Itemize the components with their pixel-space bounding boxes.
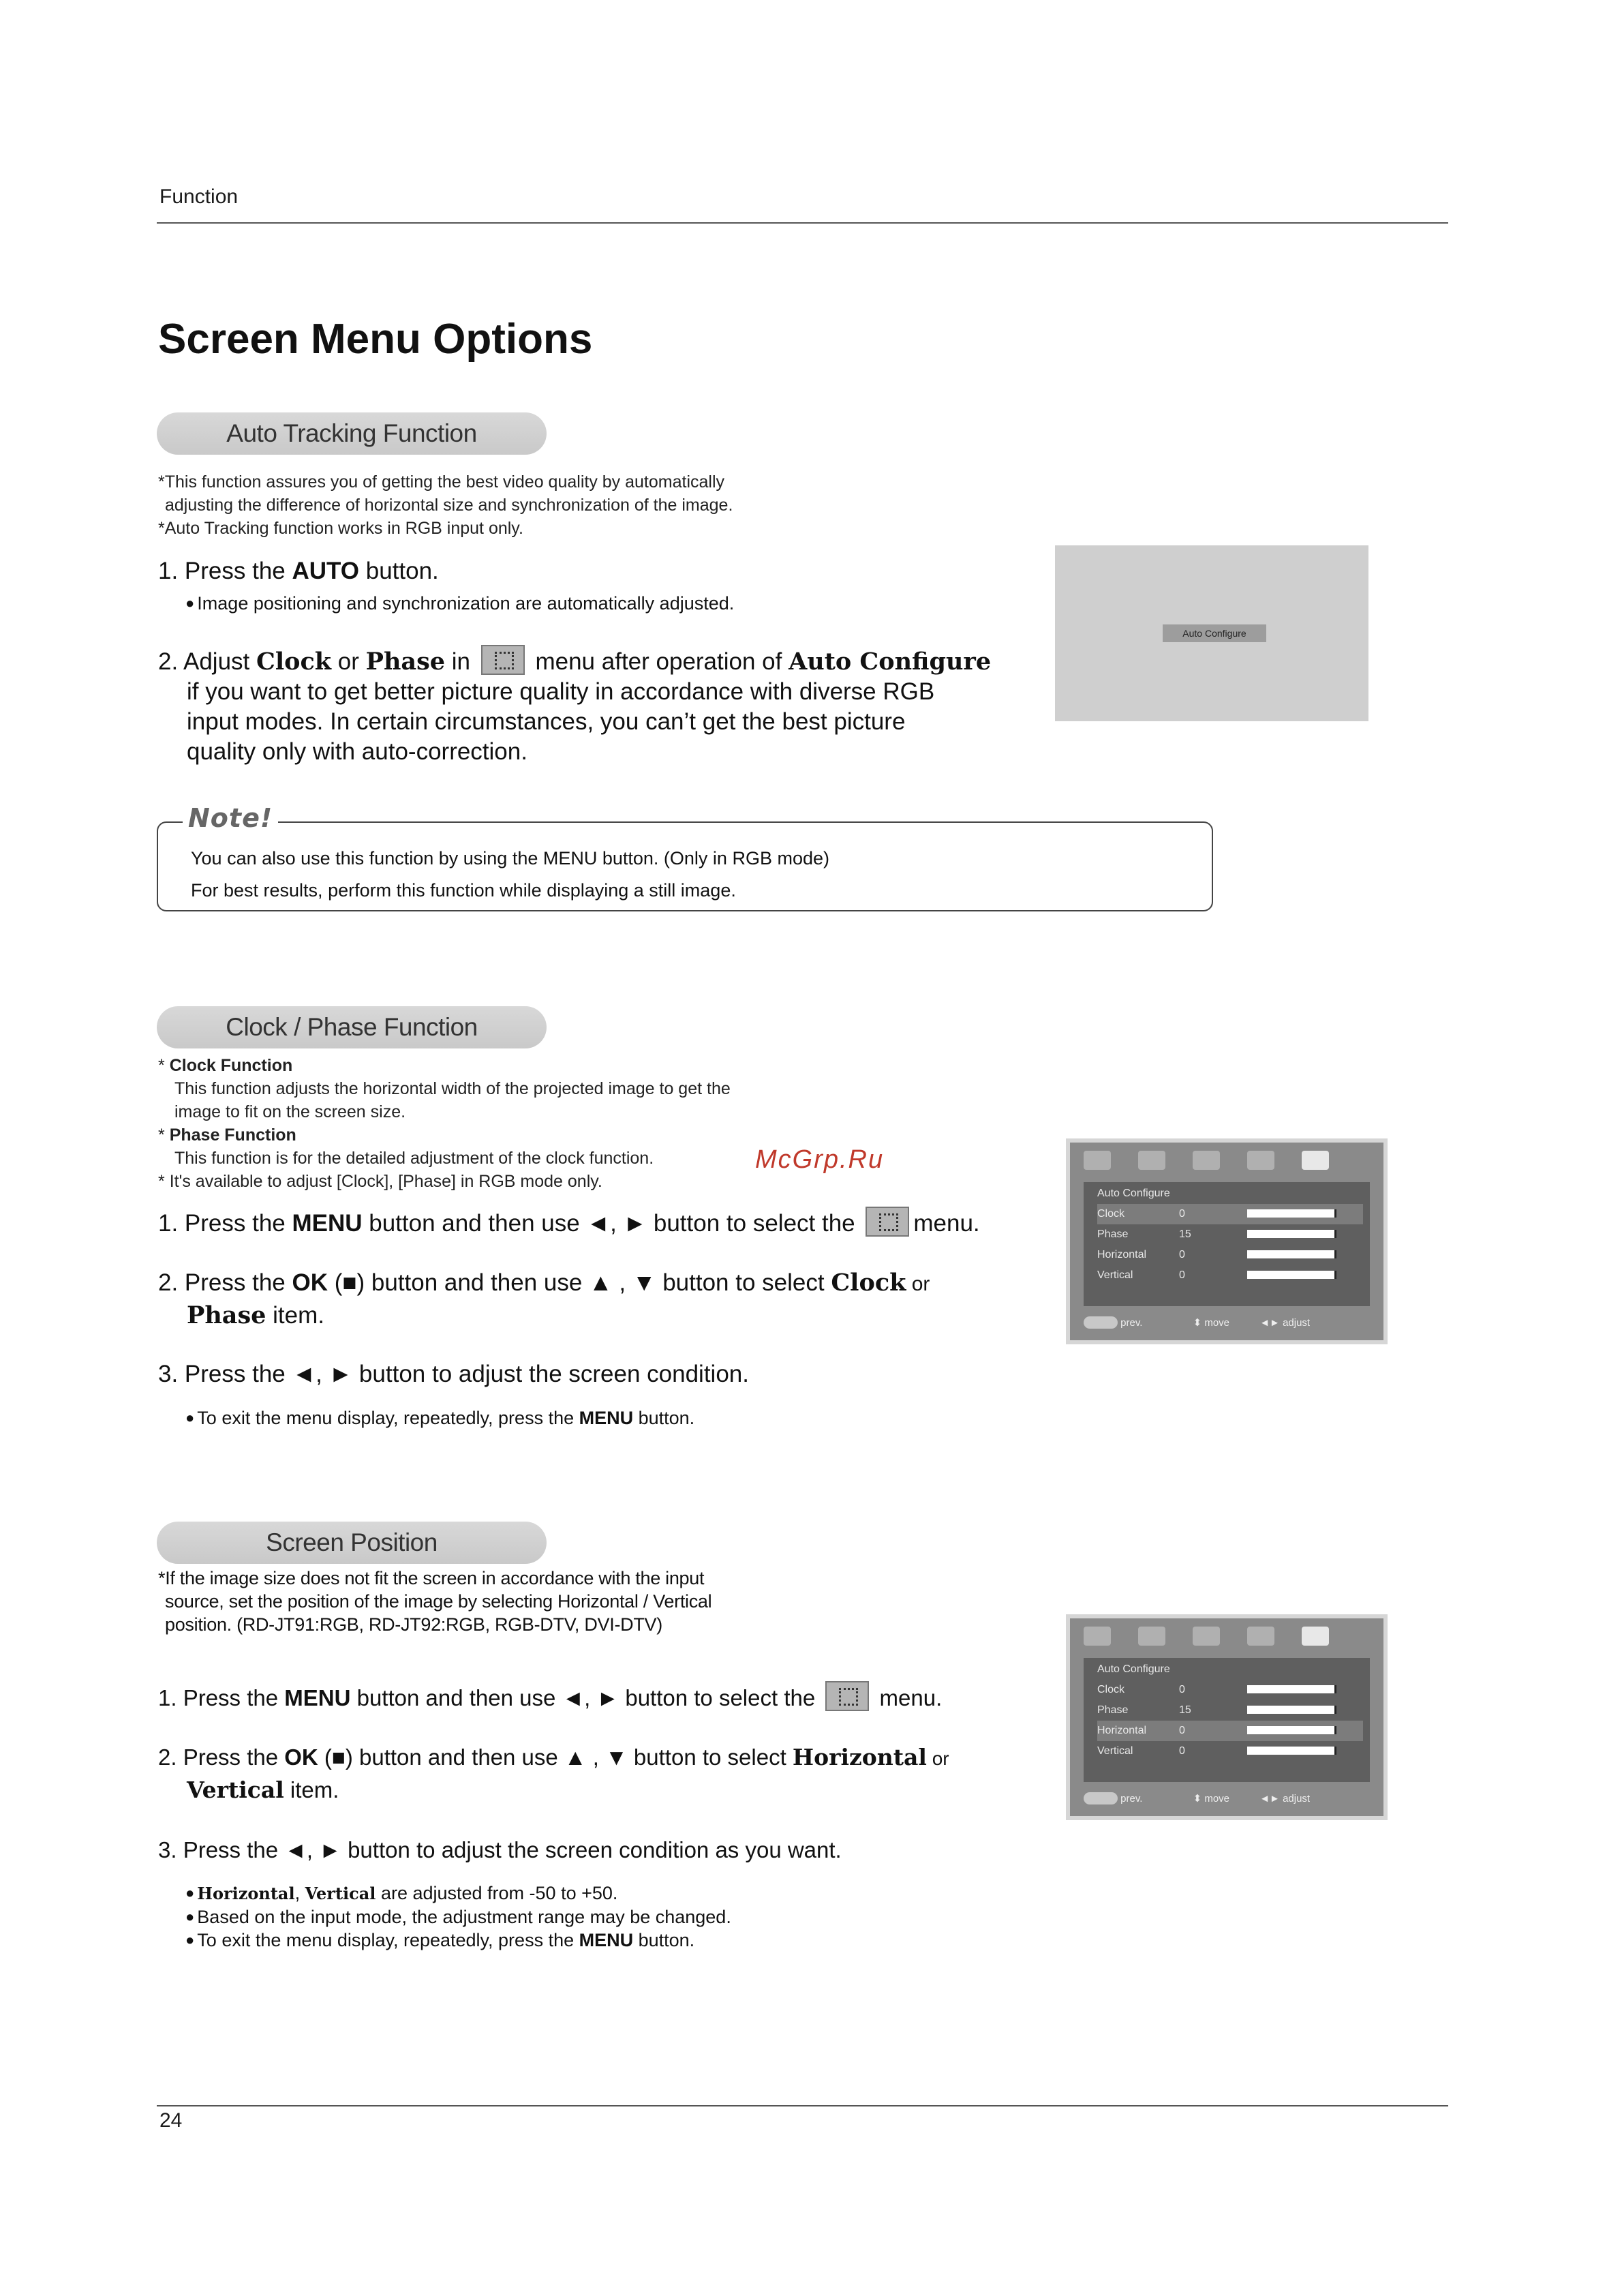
step-text: (■) button and then use ▲ , ▼ button to select bbox=[318, 1744, 793, 1770]
intro-line: *Auto Tracking function works in RGB input only. bbox=[158, 519, 523, 538]
osd-label: Clock bbox=[1097, 1208, 1125, 1220]
bullet-text: To exit the menu display, repeatedly, press the bbox=[197, 1408, 579, 1428]
osd-label: Clock bbox=[1097, 1684, 1125, 1695]
bullet-text: button. bbox=[633, 1930, 695, 1950]
step-text: 1. Press the bbox=[158, 558, 292, 584]
step-text: button. bbox=[359, 558, 439, 584]
adjust-icon: ◄► bbox=[1259, 1317, 1280, 1329]
auto-tracking-intro bbox=[158, 470, 1044, 540]
osd-screen-menu-1 bbox=[1070, 1143, 1383, 1340]
step-text: 2. Press the bbox=[158, 1269, 292, 1296]
position-bullet-3 bbox=[185, 1929, 1003, 1952]
note-line: For best results, perform this function while displaying a still image. bbox=[191, 880, 736, 901]
step-text: or bbox=[906, 1273, 930, 1295]
clock-step-2 bbox=[158, 1268, 1044, 1331]
osd-slider[interactable] bbox=[1247, 1271, 1336, 1279]
page-title: Screen Menu Options bbox=[158, 316, 593, 363]
clock-step-3: 3. Press the ◄, ► button to adjust the screen condition. bbox=[158, 1361, 749, 1387]
osd-tabs bbox=[1070, 1143, 1383, 1177]
osd-slider[interactable] bbox=[1247, 1230, 1336, 1238]
step-text: in bbox=[445, 648, 477, 675]
osd-value: 0 bbox=[1179, 1745, 1185, 1757]
page-number: 24 bbox=[159, 2109, 183, 2132]
step-text: or bbox=[926, 1748, 949, 1769]
intro-line: position. (RD-JT91:RGB, RD-JT92:RGB, RGB-DTV, DVI-DTV) bbox=[165, 1614, 662, 1635]
step-line: if you want to get better picture quality in accordance with diverse RGB bbox=[187, 678, 935, 705]
step-text: 1. Press the bbox=[158, 1685, 285, 1710]
screen-menu-icon bbox=[825, 1681, 869, 1711]
osd-row-horizontal[interactable] bbox=[1097, 1245, 1363, 1265]
auto-configure-label: Auto Configure bbox=[1163, 624, 1266, 642]
osd-slider[interactable] bbox=[1247, 1250, 1336, 1258]
osd-row-vertical[interactable] bbox=[1097, 1741, 1363, 1762]
step-text: button and then use ◄, ► button to select the bbox=[362, 1210, 862, 1237]
screen-menu-icon bbox=[866, 1207, 909, 1237]
osd-footer bbox=[1084, 1789, 1370, 1809]
auto-step-1 bbox=[158, 556, 439, 586]
menu-key: MENU bbox=[579, 1408, 634, 1428]
menu-key: MENU bbox=[284, 1685, 351, 1710]
auto-tracking-heading: Auto Tracking Function bbox=[157, 412, 547, 455]
osd-value: 15 bbox=[1179, 1228, 1191, 1240]
osd-screen-menu-2 bbox=[1070, 1618, 1383, 1816]
horizontal-term: Horizontal bbox=[197, 1884, 295, 1903]
clock-term: Clock bbox=[256, 648, 332, 676]
screen-position-intro bbox=[158, 1567, 976, 1636]
header-rule bbox=[157, 222, 1448, 224]
position-step-1 bbox=[158, 1681, 942, 1713]
osd-label: Vertical bbox=[1097, 1269, 1133, 1281]
bullet-text: button. bbox=[633, 1408, 695, 1428]
header-section: Function bbox=[159, 185, 239, 208]
note-line: You can also use this function by using the MENU button. (Only in RGB mode) bbox=[191, 848, 829, 868]
clock-desc-line: This function adjusts the horizontal width of the projected image to get the bbox=[174, 1079, 731, 1098]
osd-footer bbox=[1084, 1313, 1370, 1333]
clock-term: Clock bbox=[831, 1269, 906, 1297]
option-tab-icon bbox=[1247, 1151, 1274, 1170]
step-text: menu after operation of bbox=[528, 648, 789, 675]
osd-value: 0 bbox=[1179, 1208, 1185, 1220]
osd-value: 0 bbox=[1179, 1249, 1185, 1260]
osd-body bbox=[1084, 1182, 1370, 1306]
osd-slider[interactable] bbox=[1247, 1706, 1336, 1714]
clock-step-1 bbox=[158, 1207, 980, 1239]
step-text: menu. bbox=[913, 1210, 980, 1237]
picture-tab-icon bbox=[1084, 1151, 1111, 1170]
step-text: 1. Press the bbox=[158, 1210, 292, 1237]
osd-move: move bbox=[1204, 1317, 1230, 1329]
clock-bullet bbox=[185, 1406, 694, 1430]
intro-line: *This function assures you of getting the best video quality by automatically bbox=[158, 472, 725, 492]
osd-tabs bbox=[1070, 1618, 1383, 1652]
osd-row-phase[interactable] bbox=[1097, 1224, 1363, 1245]
footer-rule bbox=[157, 2105, 1448, 2106]
clock-function-title: Clock Function bbox=[169, 1056, 293, 1075]
sound-tab-icon bbox=[1138, 1151, 1165, 1170]
osd-slider[interactable] bbox=[1247, 1747, 1336, 1755]
intro-line: source, set the position of the image by selecting Horizontal / Vertical bbox=[165, 1591, 712, 1612]
intro-line: *If the image size does not fit the screen in accordance with the input bbox=[158, 1568, 705, 1588]
auto-key: AUTO bbox=[292, 558, 360, 584]
osd-value: 0 bbox=[1179, 1684, 1185, 1695]
step-text: or bbox=[331, 648, 366, 675]
menu-button-icon bbox=[1084, 1792, 1118, 1804]
phase-term: Phase bbox=[187, 1301, 266, 1329]
position-step-2 bbox=[158, 1742, 1044, 1805]
osd-value: 0 bbox=[1179, 1269, 1185, 1281]
osd-label: Horizontal bbox=[1097, 1725, 1147, 1736]
time-tab-icon bbox=[1193, 1151, 1220, 1170]
horizontal-term: Horizontal bbox=[792, 1744, 927, 1770]
auto-step-1-bullet: ● Image positioning and synchronization are automatically adjusted. bbox=[185, 592, 734, 615]
ok-key: OK bbox=[284, 1744, 318, 1770]
osd-slider[interactable] bbox=[1247, 1685, 1336, 1693]
osd-slider[interactable] bbox=[1247, 1726, 1336, 1734]
osd-row-clock[interactable] bbox=[1097, 1680, 1363, 1700]
step-text: 2. Press the bbox=[158, 1744, 285, 1770]
osd-value: 0 bbox=[1179, 1725, 1185, 1736]
option-tab-icon bbox=[1247, 1627, 1274, 1646]
time-tab-icon bbox=[1193, 1627, 1220, 1646]
menu-key: MENU bbox=[579, 1930, 634, 1950]
position-bullet-2: ● Based on the input mode, the adjustment range may be changed. bbox=[185, 1905, 1003, 1929]
step-text: 2. Adjust bbox=[158, 648, 256, 675]
screen-position-heading: Screen Position bbox=[157, 1522, 547, 1564]
step-text: item. bbox=[266, 1302, 324, 1329]
osd-row-phase[interactable] bbox=[1097, 1700, 1363, 1721]
osd-slider[interactable] bbox=[1247, 1209, 1336, 1218]
ok-key: OK bbox=[292, 1269, 328, 1296]
osd-label: Phase bbox=[1097, 1704, 1129, 1716]
menu-key: MENU bbox=[292, 1210, 363, 1237]
phase-function-title: Phase Function bbox=[169, 1126, 296, 1145]
auto-configure-screen bbox=[1055, 545, 1368, 721]
osd-title: Auto Configure bbox=[1097, 1188, 1170, 1199]
availability-note: It's available to adjust [Clock], [Phase] in RGB mode only. bbox=[169, 1172, 602, 1191]
clock-phase-heading: Clock / Phase Function bbox=[157, 1006, 547, 1048]
osd-adjust: adjust bbox=[1283, 1317, 1311, 1329]
osd-row-clock[interactable] bbox=[1097, 1204, 1363, 1224]
step-line: quality only with auto-correction. bbox=[187, 738, 527, 765]
note-body bbox=[191, 843, 829, 907]
step-line: input modes. In certain circumstances, you can’t get the best picture bbox=[187, 708, 906, 735]
osd-label: Horizontal bbox=[1097, 1249, 1147, 1260]
move-icon: ⬍ bbox=[1193, 1793, 1202, 1804]
step-text: menu. bbox=[873, 1685, 943, 1710]
step-text: item. bbox=[284, 1777, 339, 1802]
osd-prev: prev. bbox=[1120, 1793, 1143, 1804]
watermark: McGrp.Ru bbox=[755, 1145, 885, 1174]
phase-desc: This function is for the detailed adjustment of the clock function. bbox=[174, 1149, 654, 1168]
step-text: button and then use ◄, ► button to select the bbox=[350, 1685, 822, 1710]
menu-button-icon bbox=[1084, 1316, 1118, 1329]
position-bullets bbox=[185, 1882, 1003, 1952]
picture-tab-icon bbox=[1084, 1627, 1111, 1646]
sound-tab-icon bbox=[1138, 1627, 1165, 1646]
move-icon: ⬍ bbox=[1193, 1317, 1202, 1329]
screen-tab-icon bbox=[1302, 1151, 1329, 1170]
osd-label: Phase bbox=[1097, 1228, 1129, 1240]
auto-configure-term: Auto Configure bbox=[789, 648, 992, 676]
osd-value: 15 bbox=[1179, 1704, 1191, 1716]
clock-desc-line: image to fit on the screen size. bbox=[174, 1102, 406, 1121]
position-step-3: 3. Press the ◄, ► button to adjust the screen condition as you want. bbox=[158, 1837, 842, 1862]
phase-term: Phase bbox=[365, 648, 446, 676]
screen-tab-icon bbox=[1302, 1627, 1329, 1646]
adjust-icon: ◄► bbox=[1259, 1793, 1280, 1804]
vertical-term: Vertical bbox=[187, 1777, 284, 1803]
vertical-term: Vertical bbox=[305, 1884, 376, 1903]
step-text: (■) button and then use ▲ , ▼ button to select bbox=[327, 1269, 831, 1296]
intro-line: adjusting the difference of horizontal size and synchronization of the image. bbox=[165, 496, 733, 515]
osd-title: Auto Configure bbox=[1097, 1663, 1170, 1675]
bullet-text: , bbox=[294, 1883, 305, 1903]
position-bullet-1 bbox=[185, 1882, 1003, 1905]
screen-menu-icon bbox=[481, 645, 525, 675]
osd-body bbox=[1084, 1658, 1370, 1782]
osd-move: move bbox=[1204, 1793, 1230, 1804]
osd-label: Vertical bbox=[1097, 1745, 1133, 1757]
note-title: Note! bbox=[183, 803, 278, 833]
osd-row-vertical[interactable] bbox=[1097, 1265, 1363, 1286]
auto-step-2 bbox=[158, 645, 1044, 767]
osd-row-horizontal[interactable] bbox=[1097, 1721, 1363, 1741]
bullet-text: To exit the menu display, repeatedly, press the bbox=[197, 1930, 579, 1950]
osd-prev: prev. bbox=[1120, 1317, 1143, 1329]
bullet-text: are adjusted from -50 to +50. bbox=[376, 1883, 618, 1903]
clock-phase-intro: * Clock Function This function adjusts the horizontal width of the projected image to get the image to fit on the screen size. * Phase Function This function is for the detailed adjustment of the clock function. * It's available to adjust [Clock], [Phase] in RGB mode only. bbox=[158, 1054, 976, 1193]
osd-adjust: adjust bbox=[1283, 1793, 1311, 1804]
